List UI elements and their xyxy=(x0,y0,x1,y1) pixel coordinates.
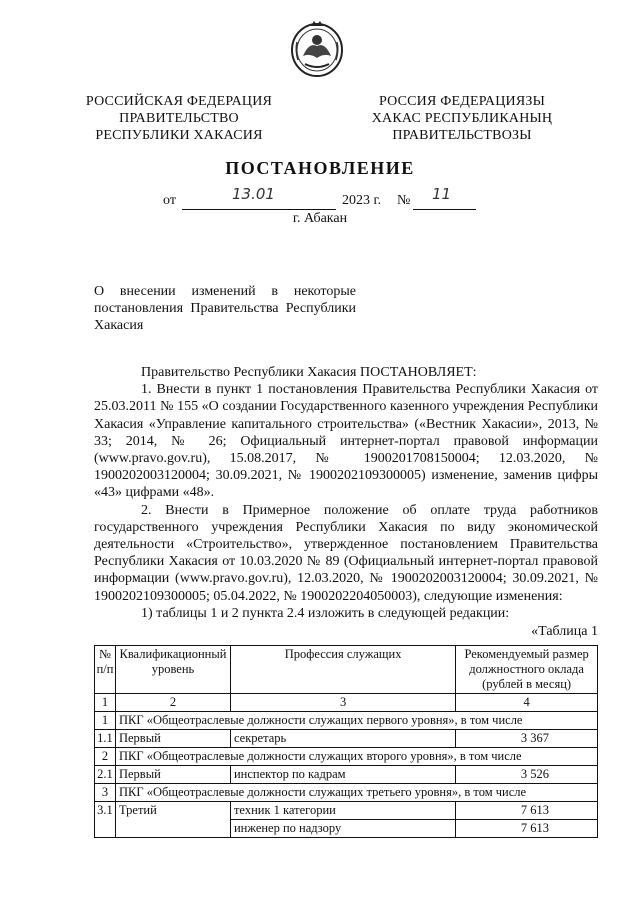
header-right xyxy=(364,93,560,144)
header-right-line-1: РОССИЯ ФЕДЕРАЦИЯЗЫ xyxy=(378,94,546,109)
subject-line-1: О внесении изменений в некоторые xyxy=(94,284,356,299)
group-title: ПКГ «Общеотраслевые должности служащих первого уровня», в том числе xyxy=(115,712,597,730)
number-sign: № xyxy=(397,193,411,208)
row-num: 3.1 xyxy=(95,802,116,838)
profession-cell: техник 1 категории xyxy=(230,802,455,820)
colnum-4: 4 xyxy=(456,694,598,712)
salary-cell: 7 613 xyxy=(456,820,598,838)
header-right-line-3: ПРАВИТЕЛЬСТВОЗЫ xyxy=(392,128,532,143)
salary-table xyxy=(94,645,598,838)
year: 2023 г. xyxy=(342,193,382,208)
profession-cell: инспектор по кадрам xyxy=(230,766,455,784)
paragraph-1: 1. Внести в пункт 1 постановления Правительства Республики Хакасия от 25.03.2011 № 155 «О создании Государственного казенного учреждения Республики Хакасия «Управление капитального строительства» («Вестник Хакасии», 2013, № 33; 2014, № 26; Официальный интернет-портал правовой информации (www.pravo.gov.ru), 15.08.2017, № 1900201708150004; 12.03.2020, № 1900202003120004; 30.09.2021, № 1900202109300005) изменение, заменив цифры «43» цифрами «48». xyxy=(94,382,598,501)
table-caption: «Таблица 1 xyxy=(531,624,598,640)
column-number-row xyxy=(95,694,598,712)
header-left-line-2: ПРАВИТЕЛЬСТВО xyxy=(119,111,239,126)
group-title: ПКГ «Общеотраслевые должности служащих третьего уровня», в том числе xyxy=(115,784,597,802)
group-title: ПКГ «Общеотраслевые должности служащих второго уровня», в том числе xyxy=(115,748,597,766)
row-num: 1 xyxy=(95,712,116,730)
subject-line-2: постановления Правительства Республики xyxy=(94,301,356,316)
colnum-1: 1 xyxy=(95,694,116,712)
table-row xyxy=(95,730,598,748)
salary-cell: 3 367 xyxy=(456,730,598,748)
row-num: 3 xyxy=(95,784,116,802)
coat-of-arms-emblem xyxy=(289,20,345,78)
table-row xyxy=(95,748,598,766)
header-salary: Рекомендуемый размер должностного оклада (рублей в месяц) xyxy=(456,646,598,694)
level-cell: Третий xyxy=(115,802,230,838)
table-row xyxy=(95,802,598,820)
header-num: № п/п xyxy=(95,646,116,694)
level-cell: Первый xyxy=(115,766,230,784)
preamble: Правительство Республики Хакасия ПОСТАНОВЛЯЕТ: xyxy=(141,365,477,380)
table-header-row xyxy=(95,646,598,694)
colnum-2: 2 xyxy=(115,694,230,712)
header-profession: Профессия служащих xyxy=(230,646,455,694)
header-level: Квалификационный уровень xyxy=(115,646,230,694)
profession-cell: секретарь xyxy=(230,730,455,748)
level-cell: Первый xyxy=(115,730,230,748)
date-prefix: от xyxy=(163,193,176,208)
subject xyxy=(94,283,356,334)
row-num: 2.1 xyxy=(95,766,116,784)
salary-cell: 7 613 xyxy=(456,802,598,820)
header-right-line-2: ХАКАС РЕСПУБЛИКАНЫҢ xyxy=(371,111,553,126)
table-row xyxy=(95,712,598,730)
header-left-line-1: РОССИЙСКАЯ ФЕДЕРАЦИЯ xyxy=(85,94,273,109)
handwritten-number: 11 xyxy=(432,185,452,203)
header-left xyxy=(80,93,278,144)
profession-cell: инженер по надзору xyxy=(230,820,455,838)
table-row xyxy=(95,784,598,802)
row-num: 2 xyxy=(95,748,116,766)
paragraph-2: 2. Внести в Примерное положение об оплате труда работников государственного учреждения Республики Хакасия по виду экономической деятельности «Строительство», утвержденное постановлением Правительства Республики Хакасия от 10.03.2020 № 89 (Официальный интернет-портал правовой информации (www.pravo.gov.ru), 12.03.2020, № 1900202003120004; 30.09.2021, № 1900202109300005; 05.04.2022, № 1900202204050003), следующие изменения: xyxy=(94,502,598,604)
salary-cell: 3 526 xyxy=(456,766,598,784)
body-text xyxy=(94,364,598,640)
document-type-title: ПОСТАНОВЛЕНИЕ xyxy=(225,158,415,178)
subject-line-3: Хакасия xyxy=(94,318,144,333)
city: г. Абакан xyxy=(292,211,348,226)
colnum-3: 3 xyxy=(230,694,455,712)
table-row xyxy=(95,766,598,784)
handwritten-date: 13.01 xyxy=(232,185,275,203)
row-num: 1.1 xyxy=(95,730,116,748)
paragraph-3: 1) таблицы 1 и 2 пункта 2.4 изложить в следующей редакции: xyxy=(141,605,510,621)
header-left-line-3: РЕСПУБЛИКИ ХАКАСИЯ xyxy=(95,128,263,143)
